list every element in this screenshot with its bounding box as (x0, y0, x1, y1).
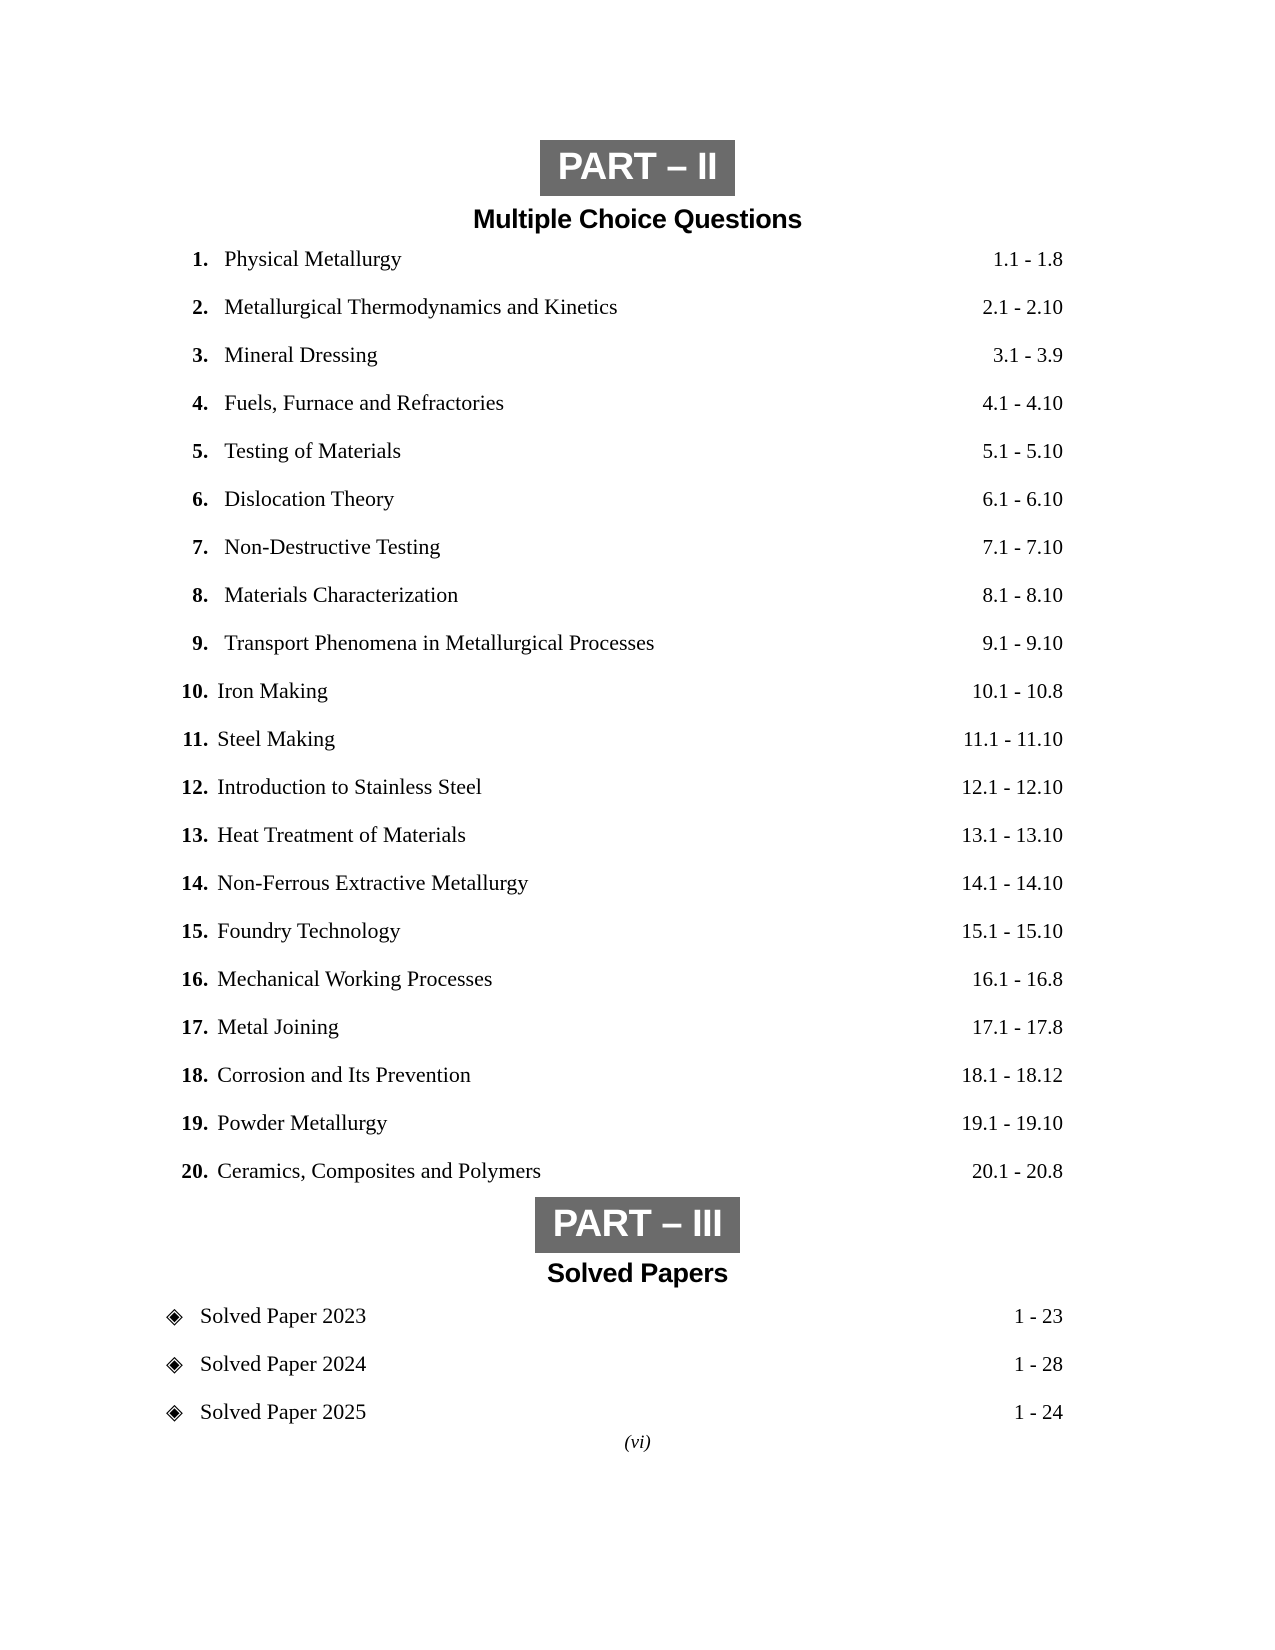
chapter-title[interactable]: Testing of Materials (224, 438, 402, 463)
chapter-title[interactable]: Materials Characterization (224, 582, 459, 607)
chapter-number-dot: . (203, 727, 209, 751)
diamond-bullet-icon: ◈ (166, 1303, 183, 1328)
list-item (166, 1351, 1063, 1399)
chapter-title[interactable]: Dislocation Theory (224, 486, 395, 511)
chapter-number-dot: . (203, 487, 209, 511)
chapter-number: 13 (181, 823, 203, 847)
chapter-number: 5 (192, 439, 203, 463)
table-row (163, 1014, 1063, 1062)
page-number-footer: (vi) (624, 1432, 651, 1453)
chapter-number-dot: . (203, 679, 209, 703)
chapter-number: 15 (181, 919, 203, 943)
table-row (163, 582, 1063, 630)
part-2-banner: PART – II (540, 140, 736, 196)
table-row (163, 294, 1063, 342)
chapter-title[interactable]: Mechanical Working Processes (217, 966, 493, 991)
chapter-title[interactable]: Corrosion and Its Prevention (217, 1062, 471, 1087)
chapter-title[interactable]: Non-Destructive Testing (224, 534, 441, 559)
chapter-number-dot: . (203, 391, 209, 415)
chapter-title[interactable]: Foundry Technology (217, 918, 401, 943)
chapter-number-dot: . (203, 247, 209, 271)
table-row (163, 342, 1063, 390)
chapter-title[interactable]: Steel Making (217, 726, 336, 751)
chapter-number-dot: . (203, 1111, 209, 1135)
chapter-number-dot: . (203, 343, 209, 367)
solved-paper-title[interactable]: Solved Paper 2024 (200, 1351, 367, 1376)
list-item (166, 1303, 1063, 1351)
table-row (163, 678, 1063, 726)
solved-paper-page-range: 1 - 24 (1014, 1400, 1063, 1424)
chapter-number-dot: . (203, 1015, 209, 1039)
part-3-banner-container (0, 1197, 1275, 1253)
chapter-number: 14 (181, 871, 203, 895)
chapter-page-range: 13.1 - 13.10 (961, 823, 1063, 847)
chapter-page-range: 18.1 - 18.12 (961, 1063, 1063, 1087)
chapter-number: 7 (192, 535, 203, 559)
table-row (163, 246, 1063, 294)
diamond-bullet-icon: ◈ (166, 1399, 183, 1424)
chapter-number-dot: . (203, 1063, 209, 1087)
multiple-choice-questions-heading: Multiple Choice Questions (472, 204, 803, 234)
chapter-number: 11 (182, 727, 203, 751)
part-3-banner: PART – III (535, 1197, 741, 1253)
chapter-page-range: 9.1 - 9.10 (982, 631, 1063, 655)
diamond-bullet-icon: ◈ (166, 1351, 183, 1376)
chapter-number-dot: . (203, 1159, 209, 1183)
table-row (163, 486, 1063, 534)
chapter-page-range: 7.1 - 7.10 (982, 535, 1063, 559)
chapter-page-range: 17.1 - 17.8 (972, 1015, 1063, 1039)
chapter-page-range: 12.1 - 12.10 (961, 775, 1063, 799)
chapter-title[interactable]: Introduction to Stainless Steel (217, 774, 482, 799)
chapter-number-dot: . (203, 823, 209, 847)
chapter-title[interactable]: Iron Making (217, 678, 328, 703)
table-row (163, 774, 1063, 822)
solved-paper-page-range: 1 - 28 (1014, 1352, 1063, 1376)
chapter-page-range: 5.1 - 5.10 (982, 439, 1063, 463)
table-row (163, 390, 1063, 438)
table-row (163, 438, 1063, 486)
table-row (163, 630, 1063, 678)
chapter-number: 9 (192, 631, 203, 655)
solved-paper-title[interactable]: Solved Paper 2025 (200, 1399, 367, 1424)
chapter-number-dot: . (203, 295, 209, 319)
chapter-page-range: 19.1 - 19.10 (961, 1111, 1063, 1135)
chapter-page-range: 2.1 - 2.10 (982, 295, 1063, 319)
chapter-number-dot: . (203, 775, 209, 799)
chapter-title[interactable]: Transport Phenomena in Metallurgical Processes (224, 630, 655, 655)
chapter-page-range: 8.1 - 8.10 (982, 583, 1063, 607)
chapter-page-range: 3.1 - 3.9 (993, 343, 1063, 367)
table-row (163, 870, 1063, 918)
solved-papers-heading: Solved Papers (547, 1258, 728, 1288)
chapter-number: 6 (192, 487, 203, 511)
chapter-number: 17 (181, 1015, 203, 1039)
chapter-number: 10 (181, 679, 203, 703)
chapter-page-range: 1.1 - 1.8 (993, 247, 1063, 271)
table-row (163, 918, 1063, 966)
chapter-number: 19 (181, 1111, 203, 1135)
chapter-list (163, 246, 1063, 1206)
chapter-number: 16 (181, 967, 203, 991)
chapter-title[interactable]: Non-Ferrous Extractive Metallurgy (217, 870, 529, 895)
solved-paper-title[interactable]: Solved Paper 2023 (200, 1303, 367, 1328)
table-row (163, 534, 1063, 582)
chapter-number: 3 (192, 343, 203, 367)
table-row (163, 1110, 1063, 1158)
table-row (163, 822, 1063, 870)
chapter-number: 4 (192, 391, 203, 415)
chapter-page-range: 20.1 - 20.8 (972, 1159, 1063, 1183)
chapter-number-dot: . (203, 631, 209, 655)
chapter-page-range: 6.1 - 6.10 (982, 487, 1063, 511)
chapter-number-dot: . (203, 919, 209, 943)
table-row (163, 726, 1063, 774)
chapter-number-dot: . (203, 439, 209, 463)
chapter-page-range: 16.1 - 16.8 (972, 967, 1063, 991)
chapter-title[interactable]: Ceramics, Composites and Polymers (217, 1158, 542, 1183)
solved-papers-list (166, 1303, 1063, 1447)
chapter-number-dot: . (203, 583, 209, 607)
chapter-number: 2 (192, 295, 203, 319)
chapter-title[interactable]: Heat Treatment of Materials (217, 822, 466, 847)
chapter-number: 12 (181, 775, 203, 799)
chapter-title[interactable]: Metal Joining (217, 1014, 339, 1039)
chapter-title[interactable]: Metallurgical Thermodynamics and Kinetics (224, 294, 618, 319)
chapter-title[interactable]: Mineral Dressing (224, 342, 378, 367)
chapter-title[interactable]: Physical Metallurgy (224, 246, 402, 271)
solved-paper-page-range: 1 - 23 (1014, 1304, 1063, 1328)
chapter-number-dot: . (203, 535, 209, 559)
chapter-number: 8 (192, 583, 203, 607)
chapter-title[interactable]: Powder Metallurgy (217, 1110, 388, 1135)
chapter-page-range: 11.1 - 11.10 (963, 727, 1063, 751)
chapter-page-range: 10.1 - 10.8 (972, 679, 1063, 703)
chapter-number: 1 (192, 247, 203, 271)
chapter-page-range: 14.1 - 14.10 (961, 871, 1063, 895)
part-2-banner-container (0, 140, 1275, 196)
chapter-page-range: 4.1 - 4.10 (982, 391, 1063, 415)
chapter-number: 20 (181, 1159, 203, 1183)
chapter-title[interactable]: Fuels, Furnace and Refractories (224, 390, 505, 415)
chapter-number-dot: . (203, 871, 209, 895)
chapter-number-dot: . (203, 967, 209, 991)
table-row (163, 966, 1063, 1014)
chapter-number: 18 (181, 1063, 203, 1087)
table-row (163, 1062, 1063, 1110)
chapter-page-range: 15.1 - 15.10 (961, 919, 1063, 943)
